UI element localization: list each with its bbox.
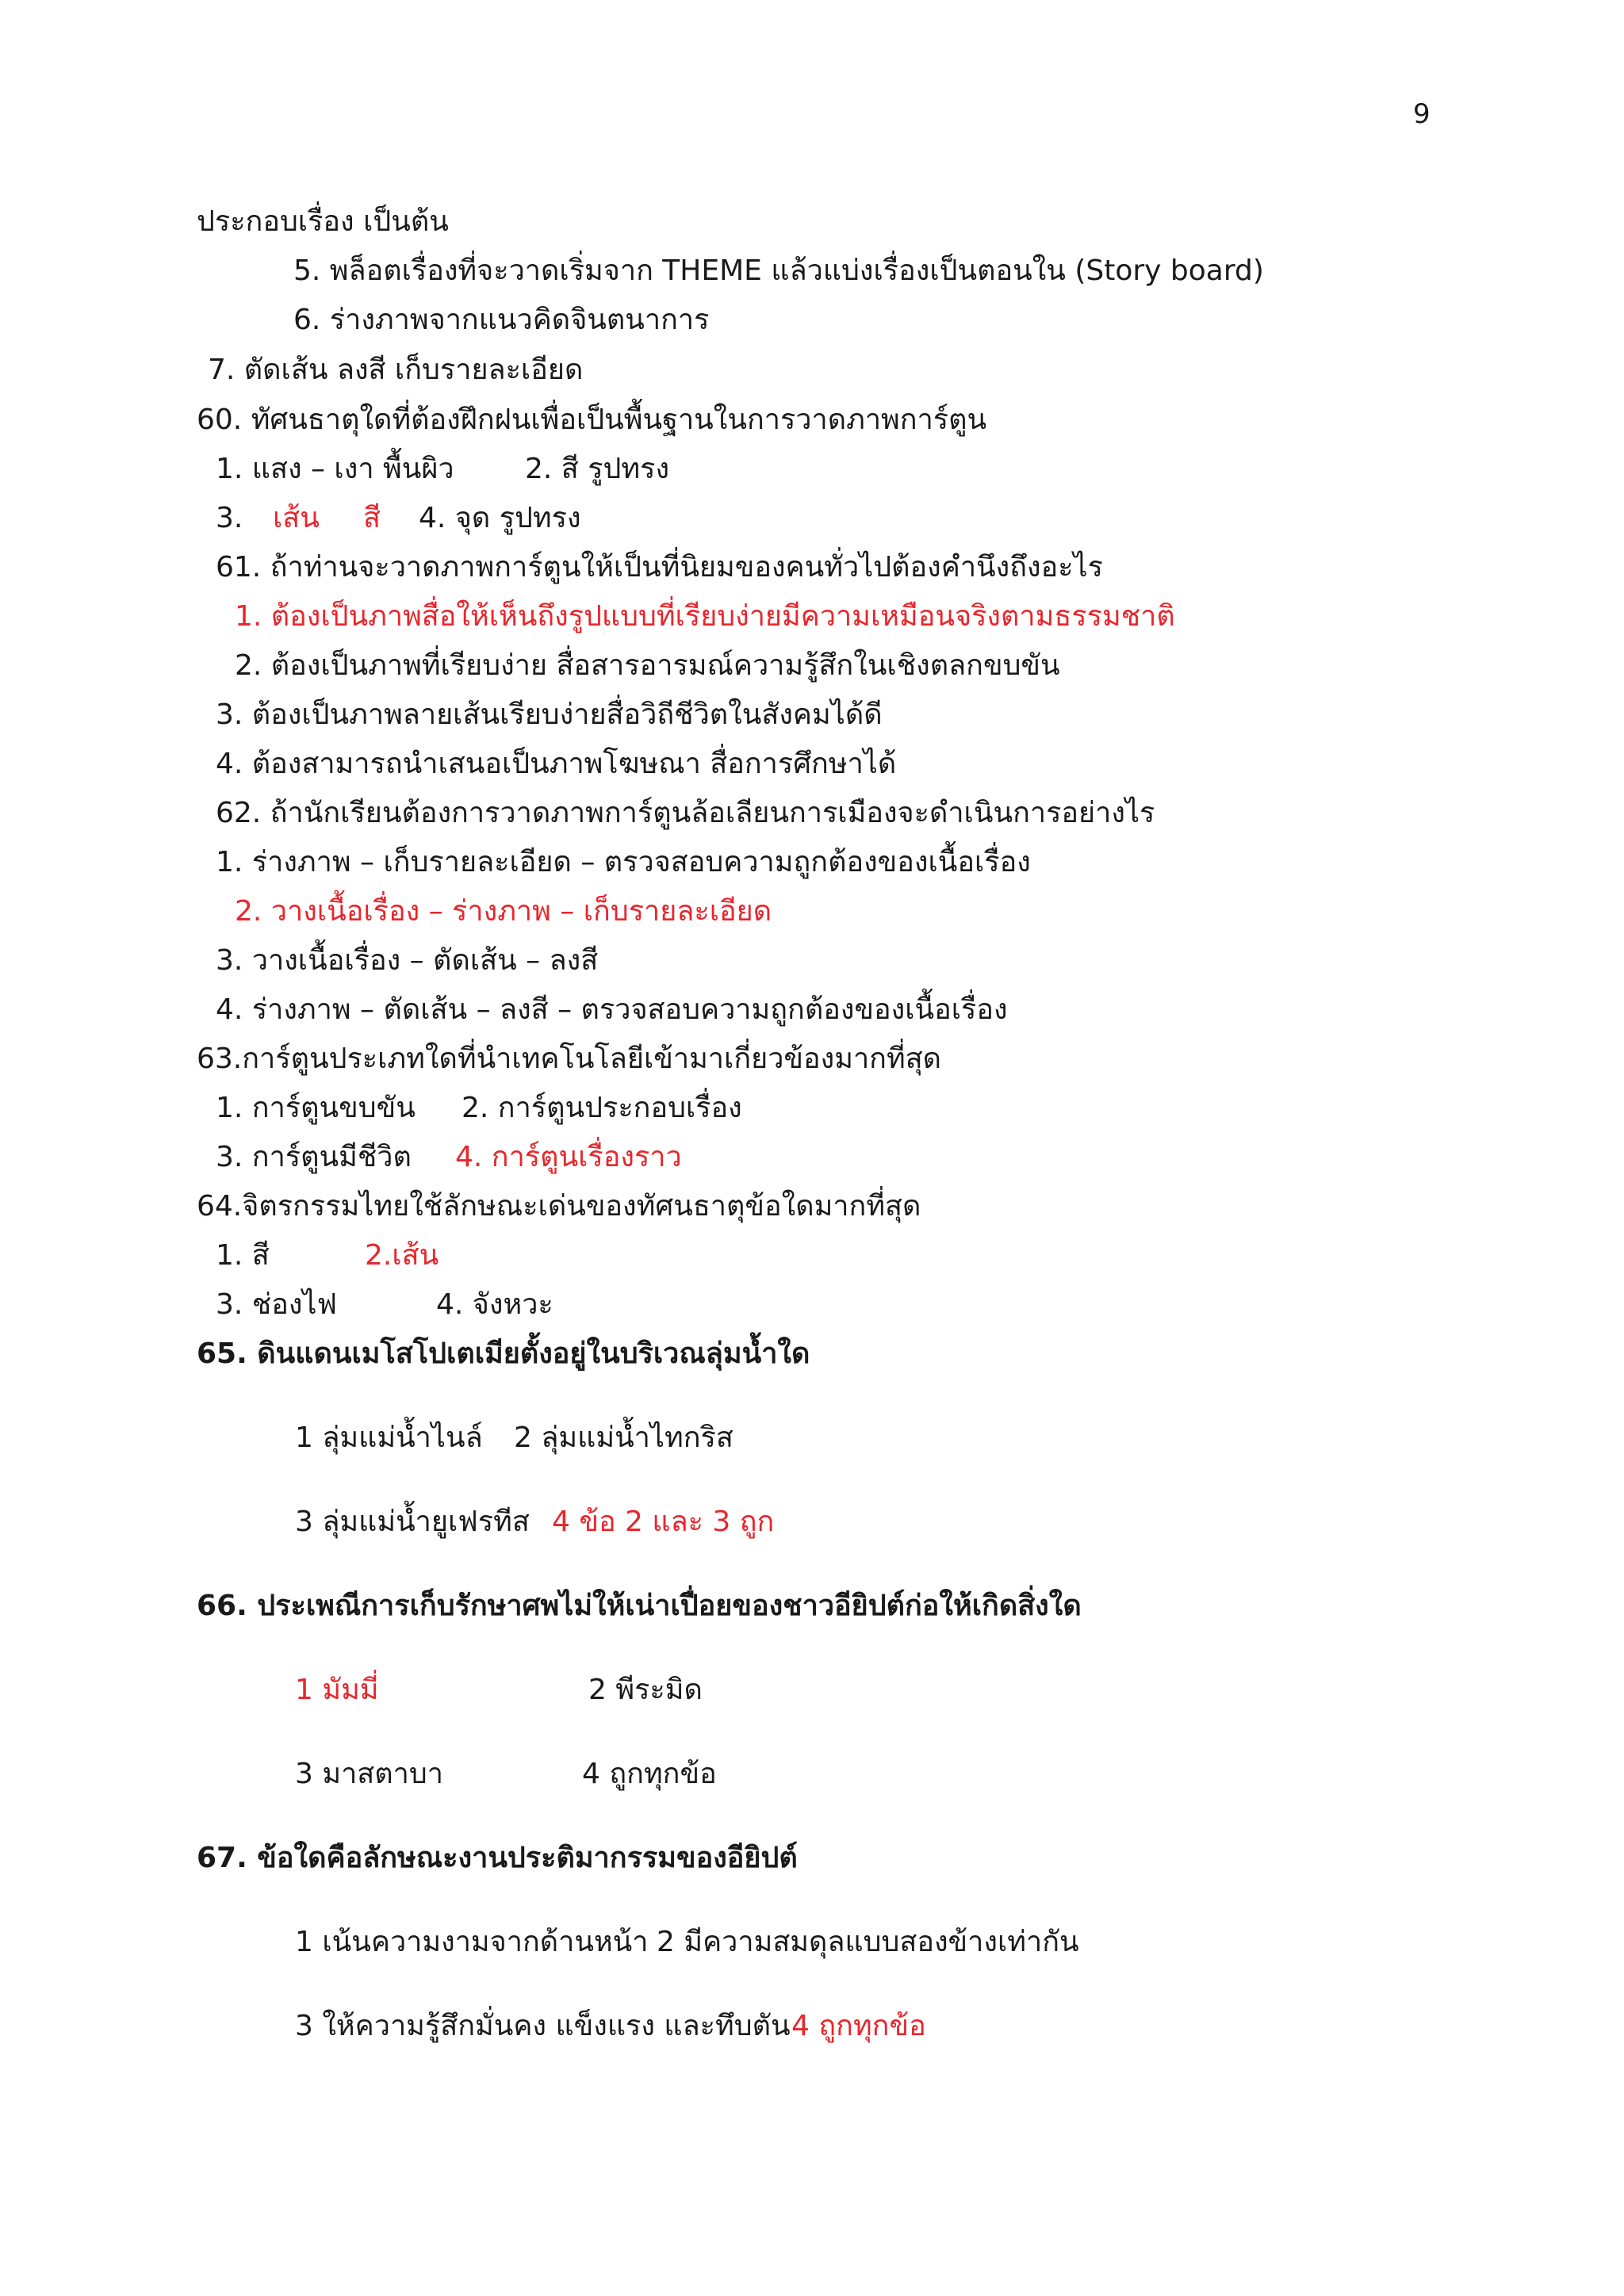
q63-option-2: 2. การ์ตูนประกอบเรื่อง <box>462 1092 742 1124</box>
q64-option-1: 1. สี <box>216 1239 270 1272</box>
q60-row2 <box>216 501 850 539</box>
q63-option-1: 1. การ์ตูนขบขัน <box>216 1092 416 1124</box>
q62-option-3: 3. วางเนื้อเรื่อง – ตัดเส้น – ลงสี <box>216 944 599 977</box>
q60-option-2: 2. สี รูปทรง <box>525 453 670 485</box>
q61-option-2: 2. ต้องเป็นภาพที่เรียบง่าย สื่อสารอารมณ์ความรู้สึกในเชิงตลกขบขัน <box>235 649 1060 682</box>
q60-option-3-number: 3. <box>216 502 243 534</box>
q65-option-1: 1 ลุ่มแม่น้ำไนล์ <box>295 1422 483 1454</box>
q64-option-2-answer: 2.เส้น <box>365 1239 439 1272</box>
q60-option-4: 4. จุด รูปทรง <box>419 502 581 534</box>
q66-option-1-answer: 1 มัมมี่ <box>295 1674 379 1706</box>
question-65: 65. ดินแดนเมโสโปเตเมียตั้งอยู่ในบริเวณลุ่มน้ำใด <box>197 1337 810 1370</box>
text-line: 5. พล็อตเรื่องที่จะวาดเริ่มจาก THEME แล้วแบ่งเรื่องเป็นตอนใน (Story board) <box>293 254 1264 287</box>
q63-option-4-answer: 4. การ์ตูนเรื่องราว <box>455 1141 682 1173</box>
q62-option-1: 1. ร่างภาพ – เก็บรายละเอียด – ตรวจสอบความถูกต้องของเนื้อเรื่อง <box>216 846 1031 878</box>
q60-option-3-answer-b: สี <box>363 502 381 534</box>
q65-option-4-answer: 4 ข้อ 2 และ 3 ถูก <box>552 1506 775 1538</box>
q66-option-2: 2 พีระมิด <box>588 1674 703 1706</box>
q60-row1 <box>216 452 850 490</box>
q66-row1 <box>295 1673 1009 1711</box>
q63-option-3: 3. การ์ตูนมีชีวิต <box>216 1141 412 1173</box>
q64-row1 <box>216 1238 771 1276</box>
q63-row1 <box>216 1091 929 1129</box>
q60-option-1: 1. แสง – เงา พื้นผิว <box>216 453 454 485</box>
q60-option-3-answer-a: เส้น <box>273 502 320 534</box>
question-60: 60. ทัศนธาตุใดที่ต้องฝึกฝนเพื่อเป็นพื้นฐานในการวาดภาพการ์ตูน <box>197 404 987 436</box>
q65-option-2: 2 ลุ่มแม่น้ำไทกริส <box>514 1422 733 1454</box>
q64-option-3: 3. ช่องไฟ <box>216 1288 338 1321</box>
q66-row2 <box>295 1757 1009 1795</box>
q64-option-4: 4. จังหวะ <box>436 1288 553 1321</box>
question-63: 63.การ์ตูนประเภทใดที่นำเทคโนโลยีเข้ามาเกี่ยวข้องมากที่สุด <box>197 1043 942 1075</box>
q62-option-4: 4. ร่างภาพ – ตัดเส้น – ลงสี – ตรวจสอบความถูกต้องของเนื้อเรื่อง <box>216 993 1008 1026</box>
q65-row1 <box>295 1421 1009 1459</box>
question-61: 61. ถ้าท่านจะวาดภาพการ์ตูนให้เป็นที่นิยมของคนทั่วไปต้องคำนึงถึงอะไร <box>216 551 1103 584</box>
q61-option-4: 4. ต้องสามารถนำเสนอเป็นภาพโฆษณา สื่อการศึกษาได้ <box>216 748 897 780</box>
q65-option-3: 3 ลุ่มแม่น้ำยูเฟรทีส <box>295 1506 530 1538</box>
question-66: 66. ประเพณีการเก็บรักษาศพไม่ให้เน่าเปื่อยของชาวอียิปต์ก่อให้เกิดสิ่งใด <box>197 1590 1082 1622</box>
page-number: 9 <box>1413 98 1431 130</box>
question-67: 67. ข้อใดคือลักษณะงานประติมากรรมของอียิปต์ <box>197 1842 798 1874</box>
q61-option-1-answer: 1. ต้องเป็นภาพสื่อให้เห็นถึงรูปแบบที่เรียบง่ายมีความเหมือนจริงตามธรรมชาติ <box>235 600 1175 633</box>
q66-option-3: 3 มาสตาบา <box>295 1758 443 1790</box>
question-64: 64.จิตรกรรมไทยใช้ลักษณะเด่นของทัศนธาตุข้อใดมากที่สุด <box>197 1190 921 1223</box>
q62-option-2-answer: 2. วางเนื้อเรื่อง – ร่างภาพ – เก็บรายละเอียด <box>235 895 772 928</box>
text-line: 7. ตัดเส้น ลงสี เก็บรายละเอียด <box>208 354 584 386</box>
q67-option-4-answer: 4 ถูกทุกข้อ <box>791 2010 926 2042</box>
q61-option-3: 3. ต้องเป็นภาพลายเส้นเรียบง่ายสื่อวิถีชีวิตในสังคมได้ดี <box>216 698 883 731</box>
question-62: 62. ถ้านักเรียนต้องการวาดภาพการ์ตูนล้อเลียนการเมืองจะดำเนินการอย่างไร <box>216 797 1155 829</box>
q65-row2 <box>295 1505 1009 1543</box>
q66-option-4: 4 ถูกทุกข้อ <box>582 1758 717 1790</box>
q67-row2 <box>295 2009 1247 2047</box>
q67-option-3: 3 ให้ความรู้สึกมั่นคง แข็งแรง และทึบตัน <box>295 2010 791 2042</box>
text-line: 6. ร่างภาพจากแนวคิดจินตนาการ <box>293 304 710 336</box>
q67-option-1: 1 เน้นความงามจากด้านหน้า <box>295 1926 649 1958</box>
text-line: ประกอบเรื่อง เป็นต้น <box>197 205 449 238</box>
q67-option-2: 2 มีความสมดุลแบบสองข้างเท่ากัน <box>657 1926 1079 1958</box>
q63-row2 <box>216 1140 929 1178</box>
q67-row1 <box>295 1925 1247 1963</box>
q64-row2 <box>216 1288 771 1326</box>
